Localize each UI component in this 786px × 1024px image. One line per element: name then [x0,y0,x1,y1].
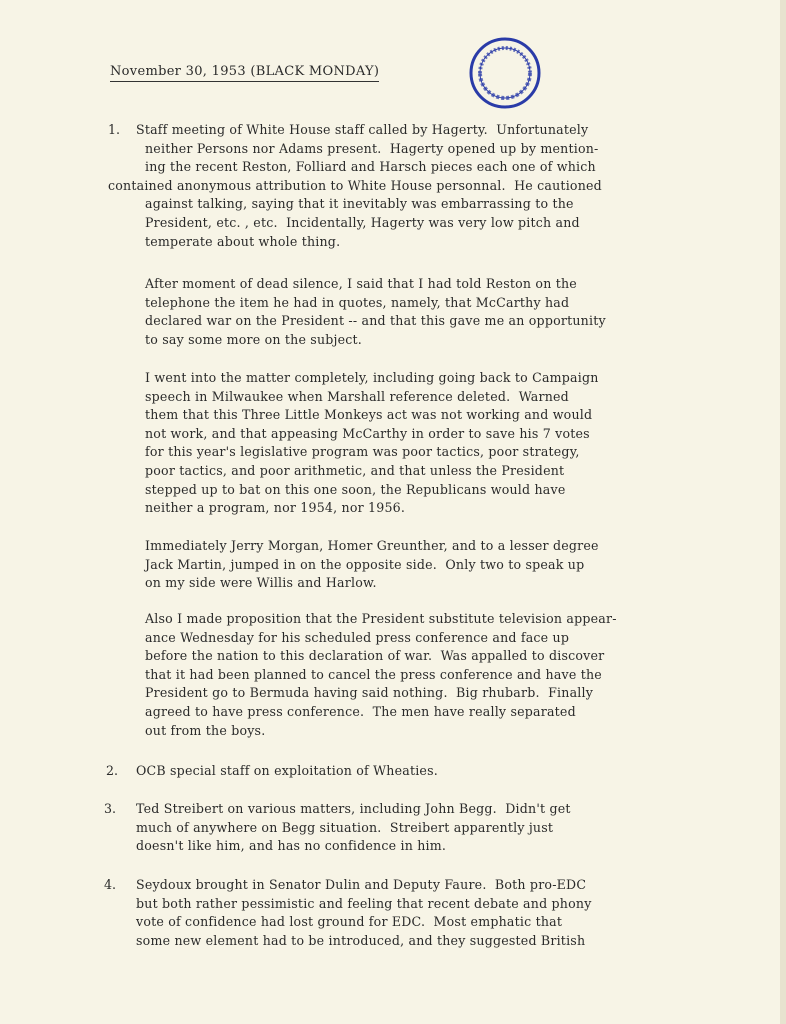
document-heading: November 30, 1953 (BLACK MONDAY) [110,64,379,82]
text-line: before the nation to this declaration of war. Was appalled to discover [145,648,605,664]
paper-mark [12,8,72,32]
text-line: poor tactics, and poor arithmetic, and that unless the President [145,463,565,478]
text-line: not work, and that appeasing McCarthy in order to save his 7 votes [145,425,590,441]
text-line: them that this Three Little Monkeys act was not working and would [145,407,593,423]
text-line: that it had been planned to cancel the press conference and have the [145,666,602,682]
item-number: 2. [106,763,119,778]
text-line: agreed to have press conference. The men have really separated [145,704,576,719]
text-line: some new element had to be introduced, and they suggested British [136,932,586,948]
text-line: Also I made proposition that the President substitute television appear- [145,611,617,626]
text-line: to say some more on the subject. [145,331,363,347]
text-line: Seydoux brought in Senator Dulin and Deputy Faure. Both pro-EDC [136,877,587,892]
text-line: Jack Martin, jumped in on the opposite side. Only two to speak up [145,556,585,572]
text-line: for this year's legislative program was poor tactics, poor strategy, [145,444,580,460]
text-line: against talking, saying that it inevitably was embarrassing to the [145,196,574,212]
text-line: ing the recent Reston, Folliard and Harsch pieces each one of which [145,159,596,175]
text-line: contained anonymous attribution to White House personnal. He cautioned [108,177,602,193]
item-number: 3. [104,801,117,816]
text-line: Immediately Jerry Morgan, Homer Greunther, and to a lesser degree [145,538,599,553]
text-line: President go to Bermuda having said nothing. Big rhubarb. Finally [145,685,594,701]
text-line: After moment of dead silence, I said that I had told Reston on the [145,276,577,291]
library-stamp-icon [468,36,542,110]
item-number: 1. [108,122,121,137]
text-line: stepped up to bat on this one soon, the Republicans would have [145,481,566,497]
page-edge [780,0,786,1024]
text-line: Staff meeting of White House staff called by Hagerty. Unfortunately [136,122,589,137]
text-line: neither Persons nor Adams present. Hagerty opened up by mention- [145,140,599,156]
text-line: vote of confidence had lost ground for EDC. Most emphatic that [136,914,563,930]
text-line: but both rather pessimistic and feeling that recent debate and phony [136,895,592,911]
text-line: speech in Milwaukee when Marshall reference deleted. Warned [145,388,569,404]
text-line: declared war on the President -- and that this gave me an opportunity [145,313,606,329]
text-line: President, etc. , etc. Incidentally, Hagerty was very low pitch and [145,215,580,230]
text-line: much of anywhere on Begg situation. Streibert apparently just [136,819,554,835]
text-line: on my side were Willis and Harlow. [145,575,377,591]
text-line: OCB special staff on exploitation of Wheaties. [136,763,438,778]
text-line: ance Wednesday for his scheduled press conference and face up [145,629,570,645]
text-line: neither a program, nor 1954, nor 1956. [145,500,406,516]
text-line: telephone the item he had in quotes, namely, that McCarthy had [145,294,570,310]
text-line: temperate about whole thing. [145,233,341,249]
text-line: doesn't like him, and has no confidence in him. [136,838,447,854]
text-line: Ted Streibert on various matters, including John Begg. Didn't get [136,801,571,816]
item-number: 4. [104,877,117,892]
text-line: I went into the matter completely, including going back to Campaign [145,370,599,385]
text-line: out from the boys. [145,722,266,738]
